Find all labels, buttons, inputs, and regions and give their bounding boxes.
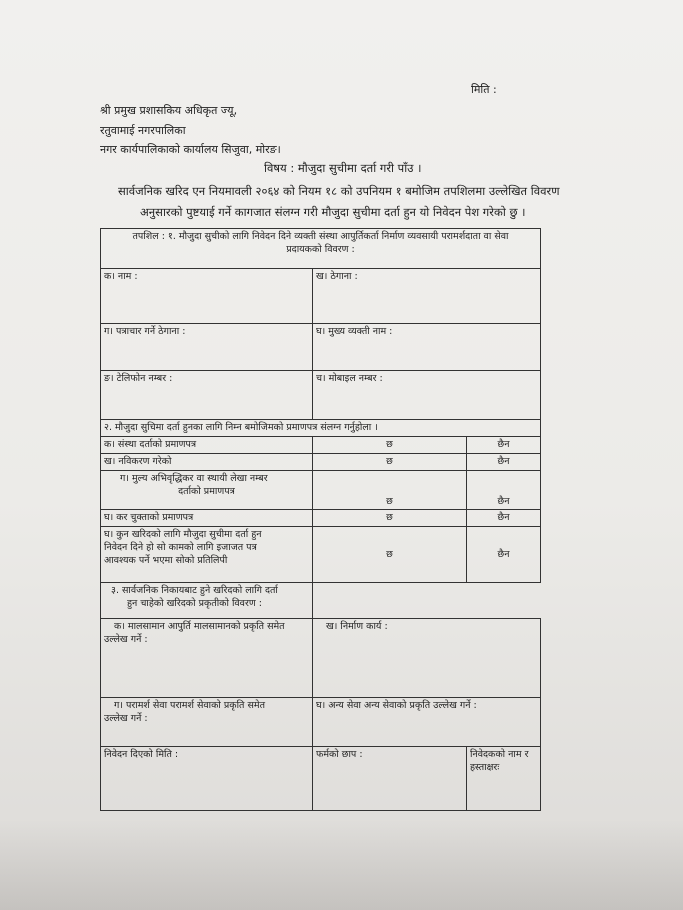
subject-line: विषय : मौजुदा सुचीमा दर्ता गरी पाँउ । [264,161,422,175]
doc-vat-line-1: ग। मुल्य अभिवृद्धिकर वा स्थायी लेखा नम्बर [120,473,268,484]
table-header-line-2: प्रदायकको विवरण : [286,244,355,255]
doc-vat-yes[interactable]: छ [313,471,467,510]
goods-supply-line-1: क। मालसामान आपुर्ति मालसामानको प्रकृति समेत [114,621,285,632]
mobile-field[interactable] [313,371,541,420]
section-3-blank [313,583,541,619]
doc-permit-no[interactable]: छैन [467,527,541,583]
body-paragraph-line-2: अनुसारको पुष्टयाई गर्ने कागजात संलग्न गरी मौजुदा सुचीमा दर्ता हुन यो निवेदन पेश गरेको छु । [140,205,526,219]
doc-vat-line-2: दर्ताको प्रमाणपत्र [178,486,235,497]
name-label: क। नाम : [104,271,138,282]
municipality-line: रतुवामाई नगरपालिका [100,124,186,137]
telephone-field[interactable] [101,371,313,420]
doc-renewal-no[interactable]: छैन [467,454,541,471]
main-person-field[interactable] [313,324,541,371]
consulting-line-1: ग। परामर्श सेवा परामर्श सेवाको प्रकृति समेत [114,700,266,711]
doc-permit-line-2: निवेदन दिने हो सो कामको लागि इजाजत पत्र [104,542,257,553]
doc-permit-line-3: आवश्यक पर्ने भएमा सोको प्रतिलिपी [104,555,228,566]
address-label: ख। ठेगाना : [316,271,358,282]
other-service-label: घ। अन्य सेवा अन्य सेवाको प्रकृति उल्लेख गर्ने : [316,700,477,711]
applicant-signature-field[interactable] [467,747,541,811]
section-2-heading: २. मौजुदा सुचिमा दर्ता हुनका लागि निम्न बमोजिमको प्रमाणपत्र संलग्न गर्नुहोला । [101,420,541,437]
doc-tax-clearance-no[interactable]: छैन [467,510,541,527]
mobile-label: च। मोबाइल नम्बर : [316,373,383,384]
section-3-heading [101,583,313,619]
consulting-line-2: उल्लेख गर्ने : [104,713,148,724]
doc-permit-line-1: घ। कुन खरिदको लागि मौजुदा सुचीमा दर्ता हुन [104,529,262,540]
recipient-line: श्री प्रमुख प्रशासकिय अधिकृत ज्यू, [100,104,238,117]
doc-vat-no[interactable]: छैन [467,471,541,510]
firm-stamp-field[interactable] [313,747,467,811]
goods-supply-field[interactable] [101,619,313,698]
doc-tax-clearance-label: घ। कर चुक्ताको प्रमाणपत्र [101,510,313,527]
date-label: मिति : [471,83,497,96]
doc-permit-label [101,527,313,583]
construction-field[interactable] [313,619,541,698]
main-person-label: घ। मुख्य व्यक्ती नाम : [316,326,393,337]
doc-vat-label [101,471,313,510]
address-field[interactable] [313,269,541,324]
table-header-line-1: तपशिल : १. मौजुदा सुचीको लागि निवेदन दिने व्यक्ती संस्था आपुर्तिकर्ता निर्माण व्यवसायी परामर्शदाता वा सेवा [132,231,509,242]
name-field[interactable] [101,269,313,324]
telephone-label: ङ। टेलिफोन नम्बर : [104,373,173,384]
doc-renewal-label: ख। नविकरण गरेको [101,454,313,471]
doc-registration-label: क। संस्था दर्ताको प्रमाणपत्र [101,437,313,454]
postal-address-label: ग। पत्राचार गर्ने ठेगाना : [104,326,186,337]
doc-renewal-yes[interactable]: छ [313,454,467,471]
goods-supply-line-2: उल्लेख गर्ने : [104,634,148,645]
application-date-label: निवेदन दिएको मिति : [104,749,179,760]
other-service-field[interactable] [313,698,541,747]
bottom-shadow [0,820,683,910]
doc-registration-yes[interactable]: छ [313,437,467,454]
table-header [101,229,541,269]
construction-label: ख। निर्माण कार्य : [326,621,388,632]
doc-permit-yes[interactable]: छ [313,527,467,583]
doc-tax-clearance-yes[interactable]: छ [313,510,467,527]
doc-registration-no[interactable]: छैन [467,437,541,454]
application-date-field[interactable] [101,747,313,811]
firm-stamp-label: फर्मको छाप : [316,749,363,760]
applicant-details-table [100,228,541,811]
consulting-field[interactable] [101,698,313,747]
applicant-signature-label: निवेदकको नाम र हस्ताक्षरः [470,749,529,773]
section-3-line-1: ३. सार्वजनिक निकायबाट हुने खरिदको लागि दर्ता [111,585,278,596]
postal-address-field[interactable] [101,324,313,371]
office-line: नगर कार्यपालिकाको कार्यालय सिजुवा, मोरङ। [100,143,281,156]
section-3-line-2: हुन चाहेको खरिदको प्रकृतीको विवरण : [127,598,262,609]
body-paragraph-line-1: सार्वजनिक खरिद एन नियमावली २०६४ को नियम १८ को उपनियम १ बमोजिम तपशिलमा उल्लेखित विवरण [118,184,560,198]
